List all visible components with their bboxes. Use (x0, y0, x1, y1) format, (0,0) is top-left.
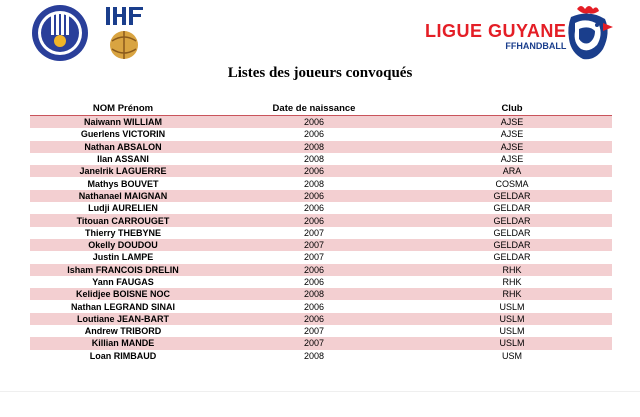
player-name-cell: Nathan LEGRAND SINAI (30, 300, 216, 312)
birth-year-cell: 2007 (216, 337, 412, 349)
player-name-cell: Justin LAMPE (30, 251, 216, 263)
club-cell: USM (412, 350, 612, 362)
club-cell: AJSE (412, 116, 612, 129)
table-row (30, 141, 612, 153)
club-cell: GELDAR (412, 214, 612, 226)
ligue-guyane-logo (425, 22, 566, 51)
birth-year-cell: 2006 (216, 276, 412, 288)
player-name-cell: Isham FRANCOIS DRELIN (30, 264, 216, 276)
player-name-cell: Okelly DOUDOU (30, 239, 216, 251)
player-name-cell: Ludji AURELIEN (30, 202, 216, 214)
column-header-name: NOM Prénom (30, 101, 216, 116)
club-cell: ARA (412, 165, 612, 177)
birth-year-cell: 2008 (216, 177, 412, 189)
birth-year-cell: 2006 (216, 190, 412, 202)
divider (0, 391, 640, 392)
birth-year-cell: 2008 (216, 350, 412, 362)
birth-year-cell: 2006 (216, 116, 412, 129)
player-name-cell: Guerlens VICTORIN (30, 128, 216, 140)
table-row (30, 276, 612, 288)
player-name-cell: Thierry THEBYNE (30, 227, 216, 239)
table-row (30, 214, 612, 226)
table-row (30, 251, 612, 263)
table-row (30, 165, 612, 177)
birth-year-cell: 2008 (216, 288, 412, 300)
player-name-cell: Naiwann WILLIAM (30, 116, 216, 129)
table-row (30, 337, 612, 349)
federation-emblem-logo (30, 3, 90, 63)
birth-year-cell: 2006 (216, 214, 412, 226)
birth-year-cell: 2006 (216, 165, 412, 177)
table-row (30, 190, 612, 202)
rooster-icon (559, 3, 619, 65)
table-row (30, 288, 612, 300)
club-cell: RHK (412, 276, 612, 288)
player-name-cell: Yann FAUGAS (30, 276, 216, 288)
birth-year-cell: 2006 (216, 128, 412, 140)
player-name-cell: Titouan CARROUGET (30, 214, 216, 226)
club-cell: GELDAR (412, 202, 612, 214)
table-row (30, 350, 612, 362)
player-name-cell: Mathys BOUVET (30, 177, 216, 189)
table-header-row (30, 101, 612, 116)
ligue-subtitle: FFHANDBALL (505, 41, 567, 51)
birth-year-cell: 2006 (216, 300, 412, 312)
table-row (30, 239, 612, 251)
club-cell: GELDAR (412, 227, 612, 239)
birth-year-cell: 2008 (216, 153, 412, 165)
table-row (30, 227, 612, 239)
player-name-cell: Nathanael MAIGNAN (30, 190, 216, 202)
club-cell: USLM (412, 325, 612, 337)
table-row (30, 325, 612, 337)
table-row (30, 128, 612, 140)
player-name-cell: Nathan ABSALON (30, 141, 216, 153)
club-cell: GELDAR (412, 239, 612, 251)
club-cell: GELDAR (412, 190, 612, 202)
club-cell: USLM (412, 337, 612, 349)
table-row (30, 177, 612, 189)
column-header-club: Club (412, 101, 612, 116)
player-name-cell: Loutiane JEAN-BART (30, 313, 216, 325)
ihf-logo (100, 3, 148, 63)
club-cell: RHK (412, 288, 612, 300)
player-name-cell: Killian MANDE (30, 337, 216, 349)
page-title: Listes des joueurs convoqués (227, 65, 413, 81)
club-cell: RHK (412, 264, 612, 276)
player-name-cell: Loan RIMBAUD (30, 350, 216, 362)
player-name-cell: Janelrik LAGUERRE (30, 165, 216, 177)
player-name-cell: Andrew TRIBORD (30, 325, 216, 337)
column-header-birthdate: Date de naissance (216, 101, 412, 116)
player-name-cell: Kelidjee BOISNE NOC (30, 288, 216, 300)
table-row (30, 313, 612, 325)
birth-year-cell: 2006 (216, 202, 412, 214)
club-cell: USLM (412, 300, 612, 312)
table-row (30, 300, 612, 312)
birth-year-cell: 2006 (216, 264, 412, 276)
players-table (30, 101, 612, 362)
table-row (30, 202, 612, 214)
club-cell: USLM (412, 313, 612, 325)
birth-year-cell: 2007 (216, 227, 412, 239)
ligue-title: LIGUE GUYANE (425, 21, 567, 41)
birth-year-cell: 2007 (216, 325, 412, 337)
birth-year-cell: 2007 (216, 239, 412, 251)
table-row (30, 153, 612, 165)
club-cell: AJSE (412, 128, 612, 140)
player-name-cell: Ilan ASSANI (30, 153, 216, 165)
birth-year-cell: 2007 (216, 251, 412, 263)
club-cell: COSMA (412, 177, 612, 189)
birth-year-cell: 2008 (216, 141, 412, 153)
club-cell: GELDAR (412, 251, 612, 263)
table-row (30, 264, 612, 276)
table-row (30, 116, 612, 129)
club-cell: AJSE (412, 141, 612, 153)
club-cell: AJSE (412, 153, 612, 165)
birth-year-cell: 2006 (216, 313, 412, 325)
